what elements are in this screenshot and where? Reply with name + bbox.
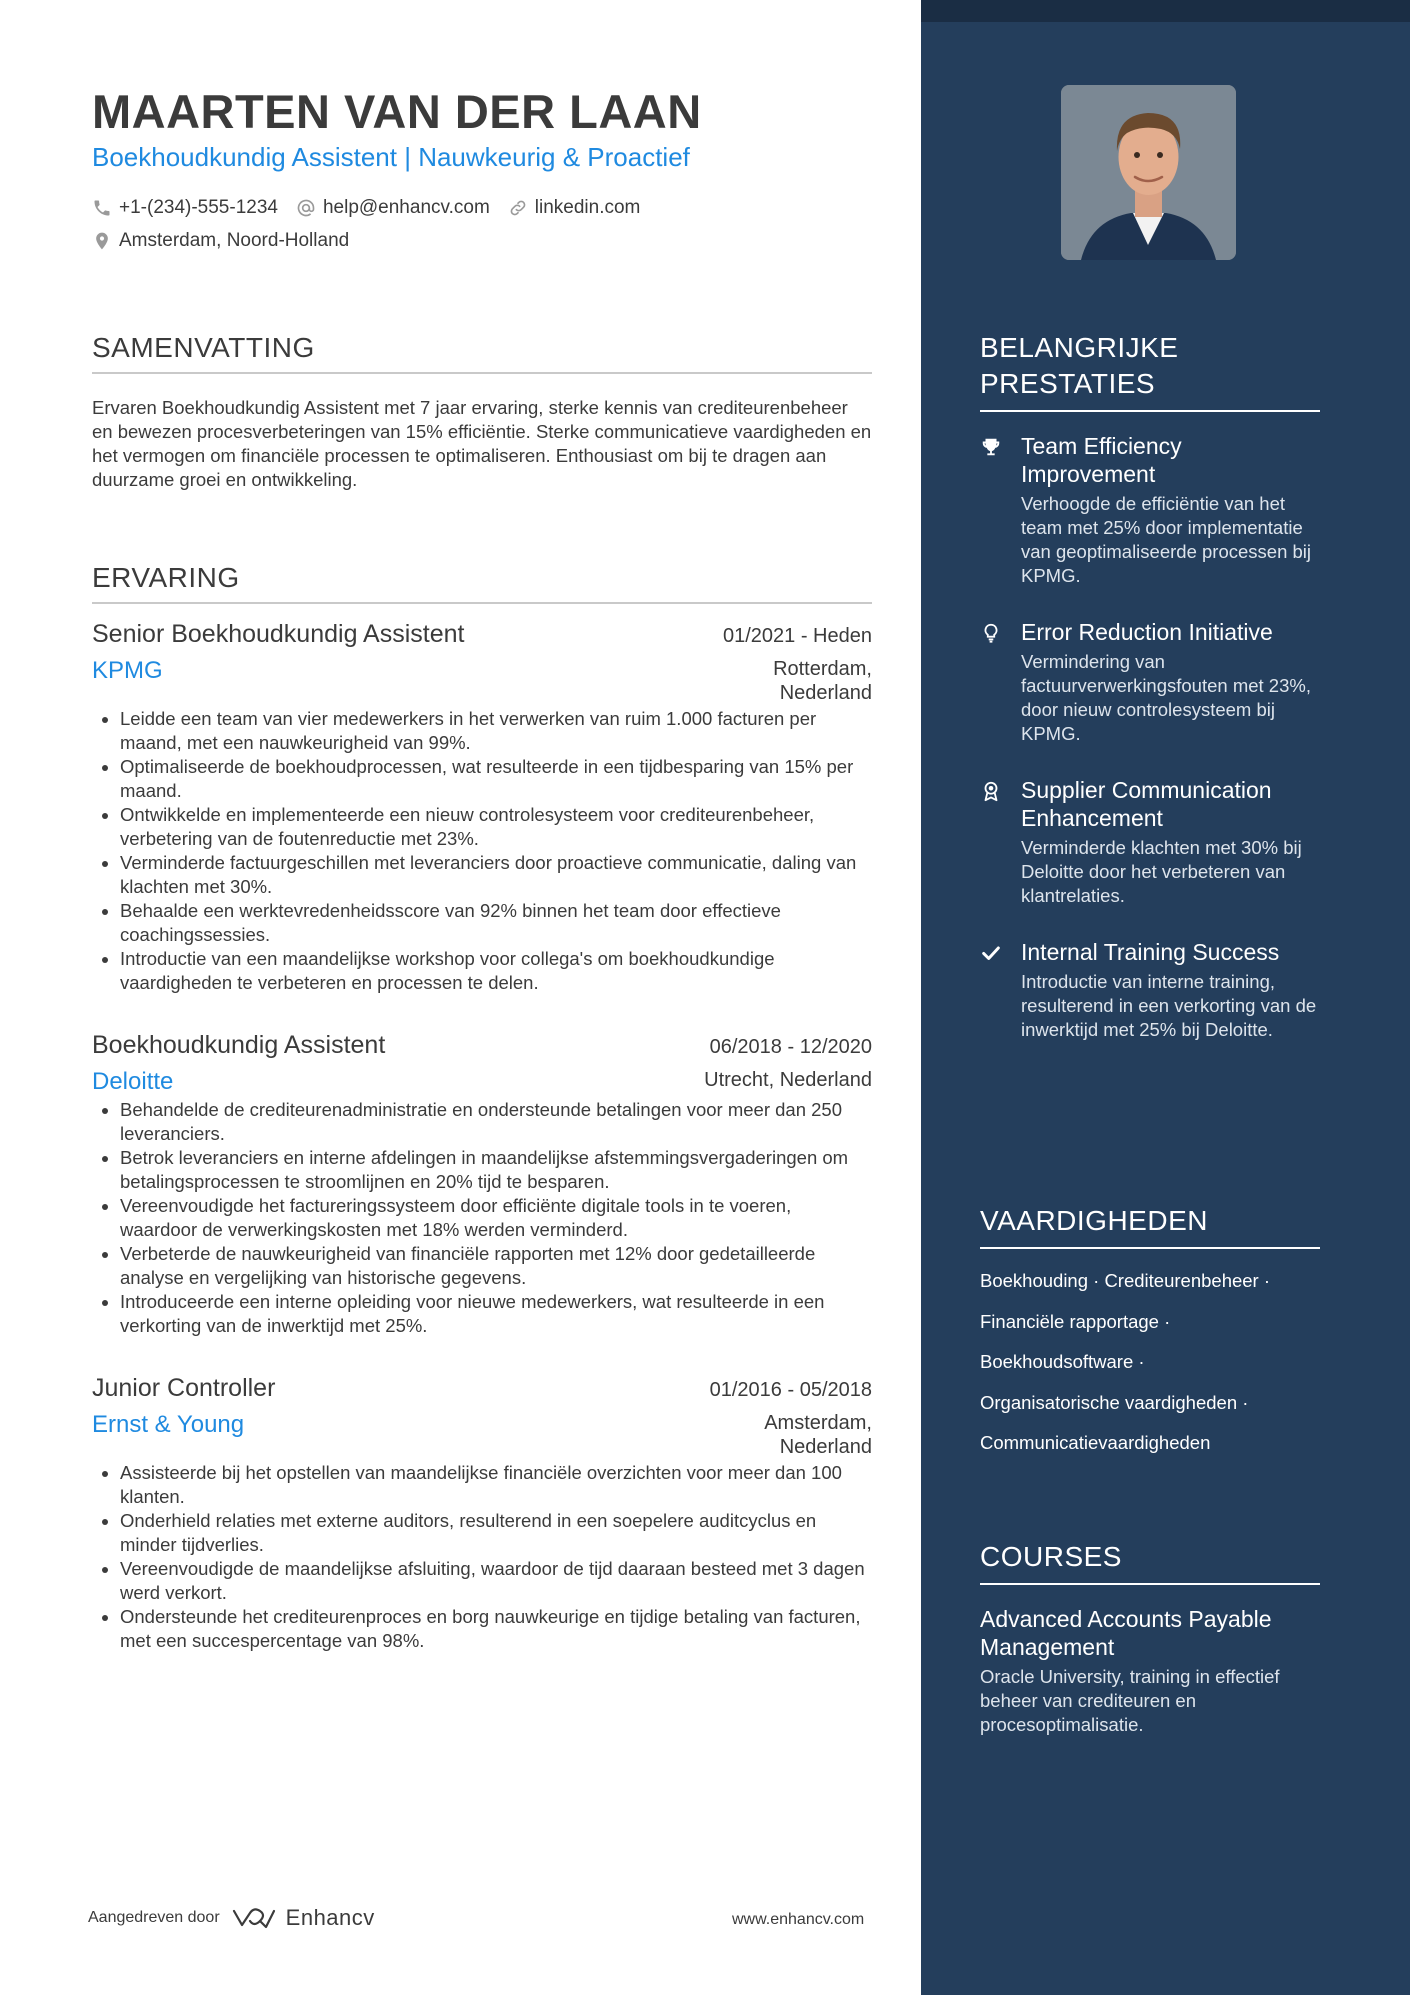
job-bullets bbox=[92, 1098, 872, 1338]
job-bullet: • Onderhield relaties met externe auditors, resulterend in een soepelere auditcyclus en minder tijdverlies. bbox=[120, 1509, 872, 1557]
job-bullet: • Ondersteunde het crediteurenproces en borg nauwkeurige en tijdige betaling van facturen, met een succespercentage van 98%. bbox=[120, 1605, 872, 1653]
email-text: help@enhancv.com bbox=[322, 197, 490, 218]
course-description: Oracle University, training in effectief beheer van crediteuren en procesoptimalisatie. bbox=[980, 1666, 1280, 1735]
achievement-title: Internal Training Success bbox=[1021, 939, 1280, 965]
experience-section bbox=[92, 562, 872, 1653]
job-bullet: • Assisteerde bij het opstellen van maandelijkse financiële overzichten voor meer dan 100 klanten. bbox=[120, 1461, 872, 1509]
sidebar-top-bar bbox=[921, 0, 1410, 22]
checkmark-icon bbox=[980, 942, 1002, 964]
achievement-description: Introductie van interne training, resulterend in een verkorting van de inwerktijd met 25% bij Deloitte. bbox=[1021, 971, 1317, 1040]
achievement-item bbox=[980, 432, 1320, 588]
job-location bbox=[764, 1411, 872, 1459]
skill-line: Boekhouding · Crediteurenbeheer · bbox=[980, 1270, 1271, 1291]
skills-section bbox=[980, 1203, 1320, 1472]
contact-linkedin[interactable] bbox=[508, 197, 641, 219]
job-company: Deloitte bbox=[92, 1068, 174, 1095]
summary-text: Ervaren Boekhoudkundig Assistent met 7 jaar ervaring, sterke kennis van crediteurenbeheer en bewezen procesverbeteringen van 15% efficiëntie. Sterke communicatieve vaardigheden en het vermogen om financiële processen te optimaliseren. Enthousiast om bij te dragen aan duurzame groei en ontwikkeling. bbox=[92, 397, 872, 490]
job-bullet: • Optimaliseerde de boekhoudprocessen, wat resulteerde in een tijdbesparing van 15% per maand. bbox=[120, 755, 872, 803]
job-entry bbox=[92, 1031, 872, 1338]
skill-line: Communicatievaardigheden bbox=[980, 1432, 1211, 1453]
at-sign-icon bbox=[296, 198, 316, 218]
job-location bbox=[773, 657, 872, 705]
skill-line: Organisatorische vaardigheden · bbox=[980, 1391, 1249, 1413]
job-bullet: • Ontwikkelde en implementeerde een nieuw controlesysteem voor crediteurenbeheer, verbetering van de foutenreductie met 23%. bbox=[120, 803, 872, 851]
skill-line: Boekhoudsoftware · bbox=[980, 1351, 1145, 1372]
linkedin-text: linkedin.com bbox=[534, 197, 641, 218]
courses-section bbox=[980, 1539, 1320, 1737]
job-bullet: • Behaalde een werktevredenheidsscore van 92% binnen het team door effectieve coachingssessies. bbox=[120, 899, 872, 947]
avatar-portrait-icon bbox=[1061, 85, 1236, 260]
job-bullet: • Betrok leveranciers en interne afdelingen in maandelijkse afstemmingsvergaderingen om betalingsprocessen te stroomlijnen en 20% tijd te besparen. bbox=[120, 1146, 872, 1194]
job-location bbox=[704, 1068, 872, 1092]
job-bullet: • Vereenvoudigde de maandelijkse afsluiting, waardoor de tijd daaraan besteed met 3 dagen werd verkort. bbox=[120, 1557, 872, 1605]
footer-url[interactable]: www.enhancv.com bbox=[732, 1911, 865, 1928]
job-company: KPMG bbox=[92, 657, 163, 684]
job-bullet: • Behandelde de crediteurenadministratie en ondersteunde betalingen voor meer dan 250 leveranciers. bbox=[120, 1098, 872, 1146]
award-icon bbox=[980, 780, 1002, 802]
phone-text: +1-(234)-555-1234 bbox=[119, 197, 278, 218]
achievements-section bbox=[980, 330, 1320, 1042]
sidebar bbox=[921, 0, 1410, 1995]
contact-location bbox=[92, 230, 349, 252]
achievement-title: Supplier Communication Enhancement bbox=[1021, 777, 1272, 831]
powered-by-text: Aangedreven door bbox=[88, 1909, 220, 1926]
job-title: Senior Boekhoudkundig Assistent bbox=[92, 620, 465, 648]
summary-section bbox=[92, 332, 872, 492]
job-dates: 01/2016 - 05/2018 bbox=[709, 1379, 872, 1401]
job-location-line: Rotterdam, bbox=[773, 658, 872, 680]
job-bullet: • Verbeterde de nauwkeurigheid van financiële rapporten met 12% door gedetailleerde analyse en vergelijking van historische gegevens. bbox=[120, 1242, 872, 1290]
trophy-icon bbox=[980, 436, 1002, 458]
courses-heading: COURSES bbox=[980, 1539, 1320, 1585]
phone-icon bbox=[92, 198, 112, 218]
contact-phone[interactable] bbox=[92, 197, 278, 219]
contact-info bbox=[92, 196, 658, 262]
job-entry bbox=[92, 1374, 872, 1653]
candidate-tagline: Boekhoudkundig Assistent | Nauwkeurig & Proactief bbox=[92, 142, 690, 172]
job-location-line: Amsterdam, bbox=[764, 1412, 872, 1434]
course-item bbox=[980, 1605, 1320, 1737]
achievement-title: Team Efficiency Improvement bbox=[1021, 433, 1182, 487]
job-bullets bbox=[92, 707, 872, 995]
achievement-description: Vermindering van factuurverwerkingsfouten met 23%, door nieuw controlesysteem bij KPMG. bbox=[1021, 651, 1311, 744]
job-bullet: • Vereenvoudigde het factureringssysteem door efficiënte digitale tools in te voeren, waardoor de verwerkingskosten met 18% werden verminderd. bbox=[120, 1194, 872, 1242]
course-title: Advanced Accounts Payable Management bbox=[980, 1606, 1272, 1660]
brand-name: Enhancv bbox=[285, 1905, 375, 1930]
job-location-line: Nederland bbox=[779, 682, 872, 704]
skill-line: Financiële rapportage · bbox=[980, 1310, 1171, 1332]
profile-photo bbox=[1061, 85, 1236, 260]
experience-heading: ERVARING bbox=[92, 562, 872, 604]
candidate-name: MAARTEN VAN DER LAAN bbox=[92, 85, 702, 138]
job-bullet: • Introductie van een maandelijkse workshop voor collega's om boekhoudkundige vaardigheden te verbeteren en processen te delen. bbox=[120, 947, 872, 995]
job-location-line: Utrecht, Nederland bbox=[704, 1069, 872, 1091]
job-bullet: • Verminderde factuurgeschillen met leveranciers door proactieve communicatie, daling van klachten met 30%. bbox=[120, 851, 872, 899]
achievement-title: Error Reduction Initiative bbox=[1021, 619, 1273, 645]
achievement-description: Verminderde klachten met 30% bij Deloitte door het verbeteren van klantrelaties. bbox=[1021, 837, 1302, 906]
achievements-heading-line: PRESTATIES bbox=[980, 368, 1156, 399]
achievement-item bbox=[980, 618, 1320, 746]
job-dates: 01/2021 - Heden bbox=[722, 625, 872, 647]
location-text: Amsterdam, Noord-Holland bbox=[119, 230, 350, 251]
job-bullets bbox=[92, 1461, 872, 1653]
job-bullet: • Introduceerde een interne opleiding voor nieuwe medewerkers, wat resulteerde in een verkorting van de inwerktijd met 25%. bbox=[120, 1290, 872, 1338]
location-pin-icon bbox=[92, 231, 112, 251]
achievement-description: Verhoogde de efficiëntie van het team met 25% door implementatie van geoptimaliseerde processen bij KPMG. bbox=[1021, 493, 1312, 586]
achievement-item bbox=[980, 776, 1320, 908]
enhancv-logo-icon bbox=[230, 1905, 278, 1931]
job-bullet: • Leidde een team van vier medewerkers in het verwerken van ruim 1.000 facturen per maand, met een nauwkeurigheid van 99%. bbox=[120, 707, 872, 755]
achievement-item bbox=[980, 938, 1320, 1042]
link-icon bbox=[508, 198, 528, 218]
achievements-heading bbox=[980, 330, 1320, 412]
job-title: Junior Controller bbox=[92, 1374, 276, 1402]
skills-heading: VAARDIGHEDEN bbox=[980, 1203, 1320, 1249]
job-title: Boekhoudkundig Assistent bbox=[92, 1031, 386, 1059]
job-location-line: Nederland bbox=[779, 1436, 872, 1458]
footer-branding bbox=[88, 1905, 375, 1931]
job-entry bbox=[92, 620, 872, 995]
lightbulb-icon bbox=[980, 622, 1002, 644]
job-company: Ernst & Young bbox=[92, 1411, 245, 1438]
job-dates: 06/2018 - 12/2020 bbox=[709, 1036, 872, 1058]
summary-heading: SAMENVATTING bbox=[92, 332, 872, 374]
achievements-heading-line: BELANGRIJKE bbox=[980, 332, 1179, 363]
contact-email[interactable] bbox=[296, 197, 490, 219]
